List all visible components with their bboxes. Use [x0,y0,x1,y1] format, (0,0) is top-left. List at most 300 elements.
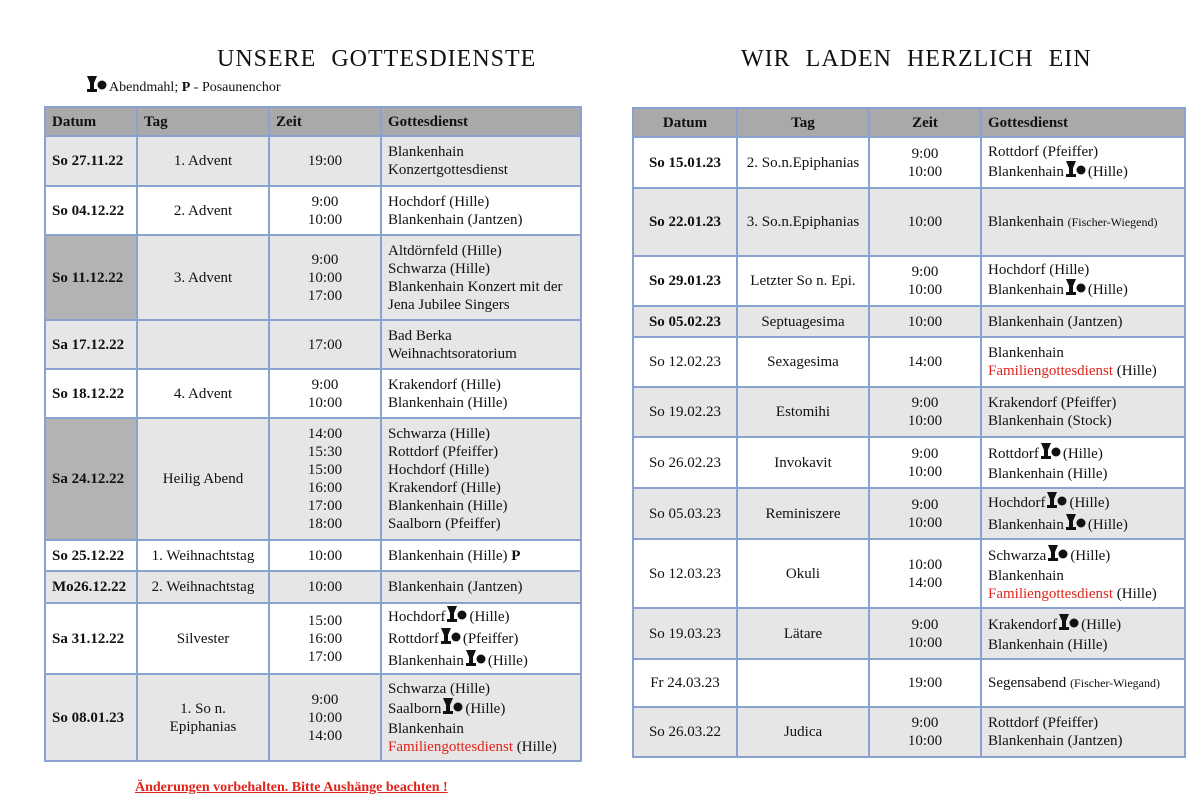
service-text: Weihnachtsoratorium [388,345,517,362]
legend-p-text: - Posaunenchor [193,80,281,95]
service-text: Blankenhain (Hille) [388,498,508,514]
service-text: Blankenhain (Hille) [988,465,1108,482]
tag-cell: Estomihi [737,387,869,437]
service-pastor: (Hille) [465,700,506,717]
cell-line: Epiphanias [169,718,237,735]
service-text: Segensabend [988,675,1067,691]
gottesdienst-cell [381,369,581,418]
gottesdienst-cell [981,337,1185,387]
cell-line: 9:00 [311,193,339,210]
service-text: Blankenhain (Jantzen) [388,579,523,595]
zeit-cell [869,608,981,659]
service-line [988,636,1178,654]
service-line [388,296,574,314]
tag-cell: Reminiszere [737,488,869,539]
table-row [45,674,581,761]
posaunenchor-marker: P [511,547,521,564]
tag-cell [137,235,269,320]
date-cell: Sa 24.12.22 [45,418,137,540]
service-line [388,461,574,479]
zeit-cell [269,186,381,235]
date-cell: So 18.12.22 [45,369,137,418]
table-row [633,659,1185,707]
service-note: (Fischer-Wiegend) [1067,215,1158,229]
header-zeit: Zeit [269,107,381,136]
cell-line: 10:00 [307,709,343,726]
footer-notice: Änderungen vorbehalten. Bitte Aushänge beachten ! [135,780,448,795]
date-cell: Mo26.12.22 [45,571,137,603]
chalice-icon [441,628,461,650]
familiengottesdienst-label: Familiengottesdienst [988,363,1113,379]
service-text: Blankenhain (Hille) [988,636,1108,653]
service-place: Hochdorf [388,608,446,625]
chalice-icon [1066,514,1086,536]
gottesdienst-cell [381,235,581,320]
zeit-cell [869,539,981,608]
header-datum: Datum [45,107,137,136]
zeit-cell [869,387,981,437]
service-pastor: (Hille) [1087,163,1128,180]
service-text: Blankenhain [988,567,1064,584]
service-text: Konzertgottesdienst [388,162,508,178]
service-line [988,732,1178,750]
service-line [988,585,1178,603]
date-cell: So 15.01.23 [633,137,737,188]
cell-line: 15:30 [307,444,343,460]
cell-line: Heilig Abend [162,471,244,487]
gottesdienst-cell [981,707,1185,757]
service-line [388,327,574,345]
cell-line: 10:00 [907,313,943,330]
service-line [388,578,574,596]
service-place: Hochdorf [988,494,1046,511]
page-title-left: UNSERE GOTTESDIENSTE [217,46,537,72]
service-line [388,443,574,461]
schedule-table-right [632,107,1186,758]
date-cell: So 19.03.23 [633,608,737,659]
zeit-cell [269,603,381,674]
service-line [388,211,574,229]
zeit-cell [269,674,381,761]
service-text: Krakendorf (Pfeiffer) [988,395,1117,411]
cell-line: 10:00 [907,634,943,651]
service-line [988,213,1178,231]
tag-cell: 3. So.n.Epiphanias [737,188,869,256]
cell-line: 9:00 [911,264,939,280]
service-pastor: (Hille) [1081,616,1122,633]
tag-cell: Judica [737,707,869,757]
table-row [45,136,581,186]
chalice-icon [466,650,486,672]
service-line [988,344,1178,362]
table-row [45,235,581,320]
service-line [988,261,1178,279]
service-line [388,278,574,296]
zeit-cell [269,540,381,571]
chalice-icon [1047,492,1067,514]
zeit-cell [269,320,381,369]
table-row [633,707,1185,757]
page-title-right: WIR LADEN HERZLICH EIN [741,46,1092,72]
gottesdienst-cell [981,188,1185,256]
date-cell: So 29.01.23 [633,256,737,306]
service-text: Altdörnfeld (Hille) [388,242,502,259]
service-place: Rottdorf [988,445,1039,462]
cell-line: 14:00 [907,354,943,370]
tag-cell [137,136,269,186]
service-line [988,567,1178,585]
gottesdienst-cell [981,659,1185,707]
service-text: Jena Jubilee Singers [388,296,510,313]
service-line [988,279,1178,301]
date-cell: So 05.03.23 [633,488,737,539]
service-line [388,738,574,756]
cell-line: 2. Weihnachtstag [151,579,255,595]
gottesdienst-cell [381,418,581,540]
tag-cell [137,674,269,761]
service-line [388,515,574,533]
service-line [388,720,574,738]
cell-line: 9:00 [311,251,339,268]
service-line [988,674,1178,692]
tag-cell [137,418,269,540]
chalice-icon [87,76,107,98]
cell-line: 9:00 [911,445,939,462]
tag-cell [137,571,269,603]
cell-line: 10:00 [307,211,343,228]
cell-line: 10:00 [907,163,943,180]
tag-cell [137,186,269,235]
service-pastor: (Hille) [469,608,510,625]
gottesdienst-cell [381,136,581,186]
cell-line: 17:00 [307,336,343,353]
zeit-cell [269,571,381,603]
service-line [988,394,1178,412]
service-text: Blankenhain (Stock) [988,413,1112,429]
service-text: Krakendorf (Hille) [388,376,501,393]
cell-line: 9:00 [911,145,939,162]
legend-p-key: P [181,80,191,95]
cell-line: 2. Advent [173,202,233,219]
service-line [988,443,1178,465]
service-text: Blankenhain (Jantzen) [988,733,1123,749]
gottesdienst-cell [981,256,1185,306]
service-text: Rottdorf (Pfeiffer) [988,715,1099,731]
cell-line: 16:00 [307,630,343,647]
header-gottesdienst: Gottesdienst [381,107,581,136]
service-pastor: (Hille) [516,738,557,755]
cell-line: 15:00 [307,462,343,478]
date-cell: Sa 17.12.22 [45,320,137,369]
date-cell: Sa 31.12.22 [45,603,137,674]
service-line [988,313,1178,331]
cell-line: 10:00 [907,282,943,298]
table-row [633,488,1185,539]
zeit-cell [869,488,981,539]
tag-cell: Okuli [737,539,869,608]
service-line [988,492,1178,514]
gottesdienst-cell [981,488,1185,539]
date-cell: So 26.03.22 [633,707,737,757]
zeit-cell [869,256,981,306]
date-cell: So 12.02.23 [633,337,737,387]
service-pastor: (Hille) [1116,585,1157,602]
cell-line: 19:00 [307,153,343,169]
gottesdienst-cell [381,571,581,603]
table-row [45,603,581,674]
date-cell: So 05.02.23 [633,306,737,337]
cell-line: 9:00 [911,616,939,633]
service-line [988,412,1178,430]
table-row [633,437,1185,488]
service-text: Rottdorf (Pfeiffer) [388,444,499,460]
service-line [988,614,1178,636]
tag-cell: Septuagesima [737,306,869,337]
cell-line: 10:00 [907,214,943,230]
zeit-cell [269,369,381,418]
service-pastor: (Hille) [1116,363,1157,379]
cell-line: 1. Weihnachtstag [151,547,255,564]
service-line [388,143,574,161]
table-row [633,337,1185,387]
cell-line: 19:00 [907,675,943,691]
service-line [388,193,574,211]
service-line [388,606,574,628]
service-text: Blankenhain [988,345,1064,361]
table-row [633,608,1185,659]
zeit-cell [869,337,981,387]
table-row [45,186,581,235]
service-place: Schwarza [988,547,1047,564]
service-text: Blankenhain Konzert mit der [388,278,563,295]
service-line [388,479,574,497]
header-tag: Tag [737,108,869,137]
cell-line: 14:00 [307,727,343,744]
service-text: Hochdorf (Hille) [988,262,1090,278]
service-place: Krakendorf [988,616,1058,633]
cell-line: 15:00 [307,612,343,629]
service-place: Rottdorf [388,630,439,647]
tag-cell: 2. So.n.Epiphanias [737,137,869,188]
gottesdienst-cell [981,306,1185,337]
table-row [633,306,1185,337]
service-pastor: (Hille) [487,652,528,669]
service-note: (Fischer-Wiegand) [1070,676,1160,690]
cell-line: 17:00 [307,498,343,514]
tag-cell: Lätare [737,608,869,659]
date-cell: So 19.02.23 [633,387,737,437]
zeit-cell [269,418,381,540]
date-cell: So 26.02.23 [633,437,737,488]
date-cell: So 22.01.23 [633,188,737,256]
service-line [988,714,1178,732]
service-line [988,362,1178,380]
gottesdienst-cell [981,387,1185,437]
tag-cell [137,540,269,571]
chalice-icon [447,606,467,628]
tag-cell [137,603,269,674]
service-line [388,497,574,515]
service-place: Blankenhain [988,282,1064,298]
tag-cell [137,320,269,369]
cell-line: 1. Advent [173,153,233,169]
service-pastor: (Hille) [1087,516,1128,533]
tag-cell [737,659,869,707]
cell-line: 4. Advent [173,385,233,402]
service-line [388,161,574,179]
cell-line: 9:00 [911,395,939,411]
chalice-icon [1066,161,1086,183]
service-line [388,425,574,443]
table-row [45,418,581,540]
cell-line: 10:00 [307,579,343,595]
service-text: Blankenhain [388,720,464,737]
cell-line: 3. Advent [173,269,233,286]
chalice-icon [1059,614,1079,636]
service-text: Saalborn (Pfeiffer) [388,516,501,532]
table-header-row [633,108,1185,137]
gottesdienst-cell [381,603,581,674]
cell-line: 9:00 [311,691,339,708]
service-place: Blankenhain [988,516,1064,533]
chalice-icon [443,698,463,720]
cell-line: 9:00 [311,376,339,393]
cell-line: 10:00 [907,556,943,573]
table-row [633,137,1185,188]
service-line [388,260,574,278]
table-row [45,571,581,603]
date-cell: So 11.12.22 [45,235,137,320]
zeit-cell [869,437,981,488]
cell-line: 14:00 [307,426,343,442]
service-text: Rottdorf (Pfeiffer) [988,143,1099,160]
familiengottesdienst-label: Familiengottesdienst [388,738,513,755]
table-row [633,188,1185,256]
chalice-icon [1066,279,1086,301]
service-pastor: (Hille) [1087,282,1128,298]
cell-line: 10:00 [307,394,343,411]
gottesdienst-cell [981,608,1185,659]
header-datum: Datum [633,108,737,137]
service-line [388,628,574,650]
zeit-cell [869,659,981,707]
gottesdienst-cell [981,137,1185,188]
service-line [388,698,574,720]
service-text: Blankenhain (Hille) [388,394,508,411]
legend-abendmahl: Abendmahl; [109,80,179,95]
tag-cell: Invokavit [737,437,869,488]
zeit-cell [869,306,981,337]
service-line [388,680,574,698]
cell-line: 10:00 [307,547,343,564]
table-row [45,369,581,418]
tag-cell: Sexagesima [737,337,869,387]
legend [85,76,280,98]
cell-line: 16:00 [307,480,343,496]
service-place: Blankenhain [388,652,464,669]
service-place: Blankenhain [988,163,1064,180]
date-cell: So 27.11.22 [45,136,137,186]
tag-cell [137,369,269,418]
service-text: Blankenhain [988,214,1064,230]
gottesdienst-cell [981,539,1185,608]
service-text: Bad Berka [388,327,452,344]
service-line [388,376,574,394]
gottesdienst-cell [381,186,581,235]
gottesdienst-cell [981,437,1185,488]
service-line [988,143,1178,161]
service-text: Hochdorf (Hille) [388,462,490,478]
table-row [633,387,1185,437]
service-text: Krakendorf (Hille) [388,480,501,496]
service-line [988,161,1178,183]
cell-line: 9:00 [911,496,939,513]
cell-line: 10:00 [907,514,943,531]
service-text: Blankenhain (Jantzen) [988,313,1123,330]
zeit-cell [869,707,981,757]
gottesdienst-cell [381,320,581,369]
date-cell: So 12.03.23 [633,539,737,608]
service-text: Schwarza (Hille) [388,680,491,697]
zeit-cell [869,188,981,256]
service-place: Saalborn [388,700,442,717]
cell-line: 17:00 [307,648,343,665]
table-row [633,539,1185,608]
service-text: Hochdorf (Hille) [388,193,490,210]
cell-line: 10:00 [907,733,943,749]
service-text: Schwarza (Hille) [388,426,491,442]
table-row [45,320,581,369]
header-gottesdienst: Gottesdienst [981,108,1185,137]
familiengottesdienst-label: Familiengottesdienst [988,585,1113,602]
date-cell: So 08.01.23 [45,674,137,761]
service-text: Schwarza (Hille) [388,260,491,277]
schedule-table-left [44,106,582,762]
service-pastor: (Hille) [1069,494,1110,511]
zeit-cell [269,235,381,320]
service-pastor: (Hille) [1070,547,1111,564]
service-line [988,514,1178,536]
cell-line: 14:00 [907,574,943,591]
service-line [388,345,574,363]
cell-line: 10:00 [907,463,943,480]
service-text: Blankenhain (Hille) [388,547,508,564]
table-row [633,256,1185,306]
cell-line: 1. So n. [180,700,226,717]
chalice-icon [1041,443,1061,465]
cell-line: 18:00 [307,516,343,532]
service-text: Blankenhain [388,144,464,160]
header-zeit: Zeit [869,108,981,137]
date-cell: Fr 24.03.23 [633,659,737,707]
service-line [988,545,1178,567]
service-line [388,394,574,412]
service-line [988,465,1178,483]
cell-line: 9:00 [911,715,939,731]
service-pastor: (Pfeiffer) [462,630,519,647]
date-cell: So 25.12.22 [45,540,137,571]
cell-line: Silvester [176,630,230,647]
service-pastor: (Hille) [1062,445,1103,462]
service-line [388,547,574,565]
table-header-row [45,107,581,136]
gottesdienst-cell [381,540,581,571]
date-cell: So 04.12.22 [45,186,137,235]
table-row [45,540,581,571]
gottesdienst-cell [381,674,581,761]
zeit-cell [869,137,981,188]
service-line [388,242,574,260]
